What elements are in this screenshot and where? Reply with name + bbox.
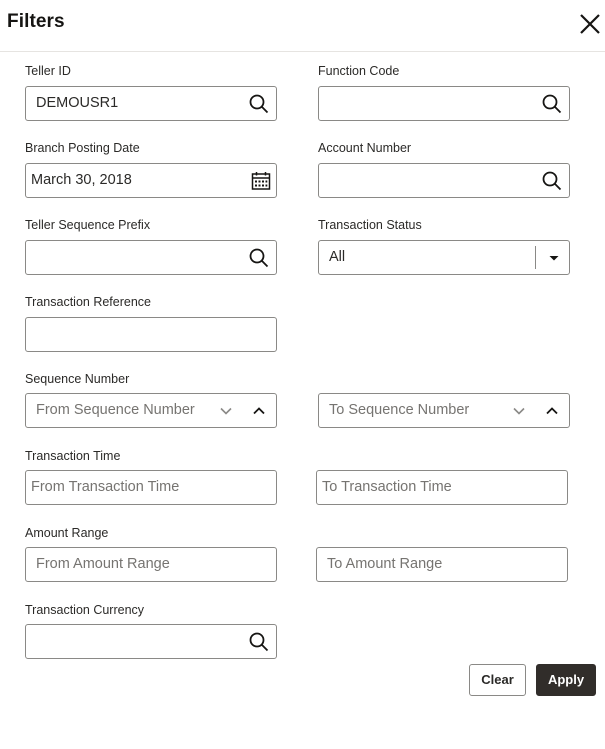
teller-sequence-prefix-label: Teller Sequence Prefix	[25, 218, 151, 232]
to-transaction-time-placeholder: To Transaction Time	[322, 479, 452, 495]
apply-button[interactable]: Apply	[536, 664, 596, 696]
transaction-reference-label: Transaction Reference	[25, 295, 151, 309]
account-number-label: Account Number	[318, 141, 412, 155]
teller-sequence-prefix-input[interactable]	[25, 240, 277, 275]
transaction-reference-input[interactable]	[25, 317, 277, 352]
search-icon[interactable]	[541, 93, 563, 115]
chevron-down-icon[interactable]	[215, 400, 237, 422]
teller-id-input[interactable]	[25, 86, 277, 121]
transaction-currency-input[interactable]	[25, 624, 277, 659]
amount-range-label: Amount Range	[25, 526, 109, 540]
branch-posting-date-value: March 30, 2018	[31, 172, 132, 188]
from-amount-range-input[interactable]	[25, 547, 277, 582]
caret-down-icon[interactable]	[543, 247, 565, 269]
filters-header	[0, 0, 605, 52]
from-transaction-time-input[interactable]	[25, 470, 277, 505]
transaction-time-label: Transaction Time	[25, 449, 121, 463]
function-code-input[interactable]	[318, 86, 570, 121]
dropdown-divider	[535, 246, 536, 269]
to-sequence-number-placeholder: To Sequence Number	[329, 402, 470, 418]
to-amount-range-input[interactable]	[316, 547, 568, 582]
chevron-down-icon[interactable]	[508, 400, 530, 422]
search-icon[interactable]	[248, 93, 270, 115]
from-amount-range-placeholder: From Amount Range	[36, 556, 170, 572]
chevron-up-icon[interactable]	[248, 400, 270, 422]
search-icon[interactable]	[541, 170, 563, 192]
transaction-status-select[interactable]	[318, 240, 570, 275]
to-transaction-time-input[interactable]	[316, 470, 568, 505]
clear-button[interactable]: Clear	[469, 664, 526, 696]
transaction-currency-label: Transaction Currency	[25, 603, 145, 617]
from-transaction-time-placeholder: From Transaction Time	[31, 479, 180, 495]
search-icon[interactable]	[248, 247, 270, 269]
to-amount-range-placeholder: To Amount Range	[327, 556, 443, 572]
sequence-number-label: Sequence Number	[25, 372, 130, 386]
branch-posting-date-label: Branch Posting Date	[25, 141, 140, 155]
transaction-status-value: All	[329, 249, 346, 265]
panel-title: Filters	[7, 11, 65, 32]
teller-id-value: DEMOUSR1	[36, 95, 119, 111]
account-number-input[interactable]	[318, 163, 570, 198]
from-sequence-number-input[interactable]	[25, 393, 277, 428]
transaction-status-label: Transaction Status	[318, 218, 422, 232]
from-sequence-number-placeholder: From Sequence Number	[36, 402, 195, 418]
function-code-label: Function Code	[318, 64, 400, 78]
branch-posting-date-input[interactable]	[25, 163, 277, 198]
to-sequence-number-input[interactable]	[318, 393, 570, 428]
teller-id-label: Teller ID	[25, 64, 71, 78]
calendar-icon[interactable]	[250, 170, 272, 192]
close-icon[interactable]	[578, 12, 602, 36]
search-icon[interactable]	[248, 631, 270, 653]
chevron-up-icon[interactable]	[541, 400, 563, 422]
